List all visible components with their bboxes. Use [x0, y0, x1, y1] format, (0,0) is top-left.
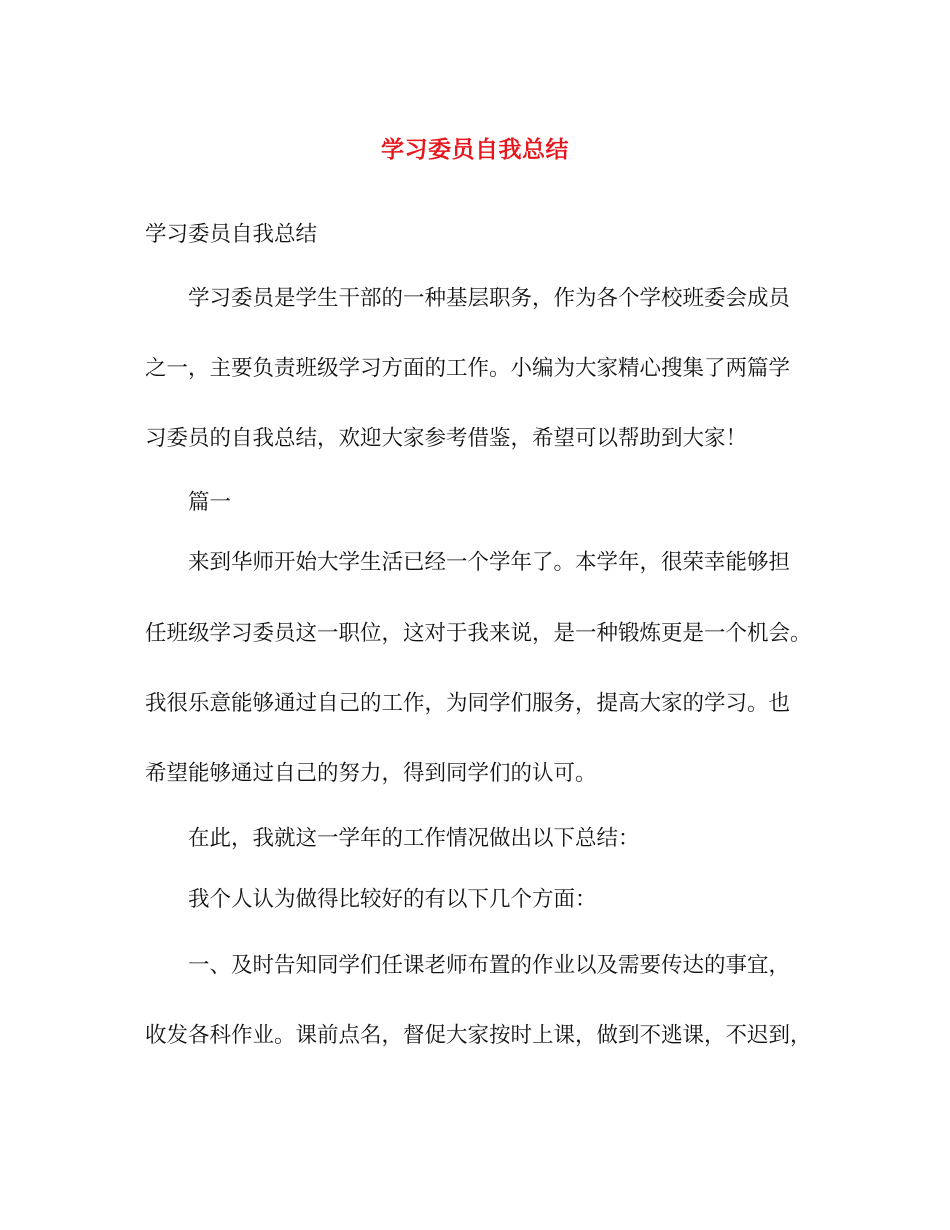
- text-line: 习委员的自我总结，欢迎大家参考借鉴，希望可以帮助到大家！: [145, 426, 748, 451]
- text-line: 学习委员自我总结: [145, 222, 318, 247]
- text-line: 来到华师开始大学生活已经一个学年了。本学年，很荣幸能够担: [188, 550, 791, 575]
- text-line: 我个人认为做得比较好的有以下几个方面：: [188, 887, 597, 912]
- document-title: 学习委员自我总结: [381, 136, 569, 163]
- text-line: 之一，主要负责班级学习方面的工作。小编为大家精心搜集了两篇学: [145, 356, 791, 381]
- text-line: 希望能够通过自己的努力，得到同学们的认可。: [145, 761, 597, 786]
- text-line: 篇一: [188, 490, 232, 515]
- text-line: 学习委员是学生干部的一种基层职务，作为各个学校班委会成员: [188, 286, 791, 311]
- text-line: 收发各科作业。课前点名，督促大家按时上课，做到不逃课，不迟到，: [145, 1023, 812, 1048]
- text-line: 一、及时告知同学们任课老师布置的作业以及需要传达的事宜，: [188, 953, 791, 978]
- text-line: 在此，我就这一学年的工作情况做出以下总结：: [188, 826, 640, 851]
- text-line: 我很乐意能够通过自己的工作，为同学们服务，提高大家的学习。也: [145, 691, 791, 716]
- text-line: 任班级学习委员这一职位，这对于我来说，是一种锻炼更是一个机会。: [145, 621, 812, 646]
